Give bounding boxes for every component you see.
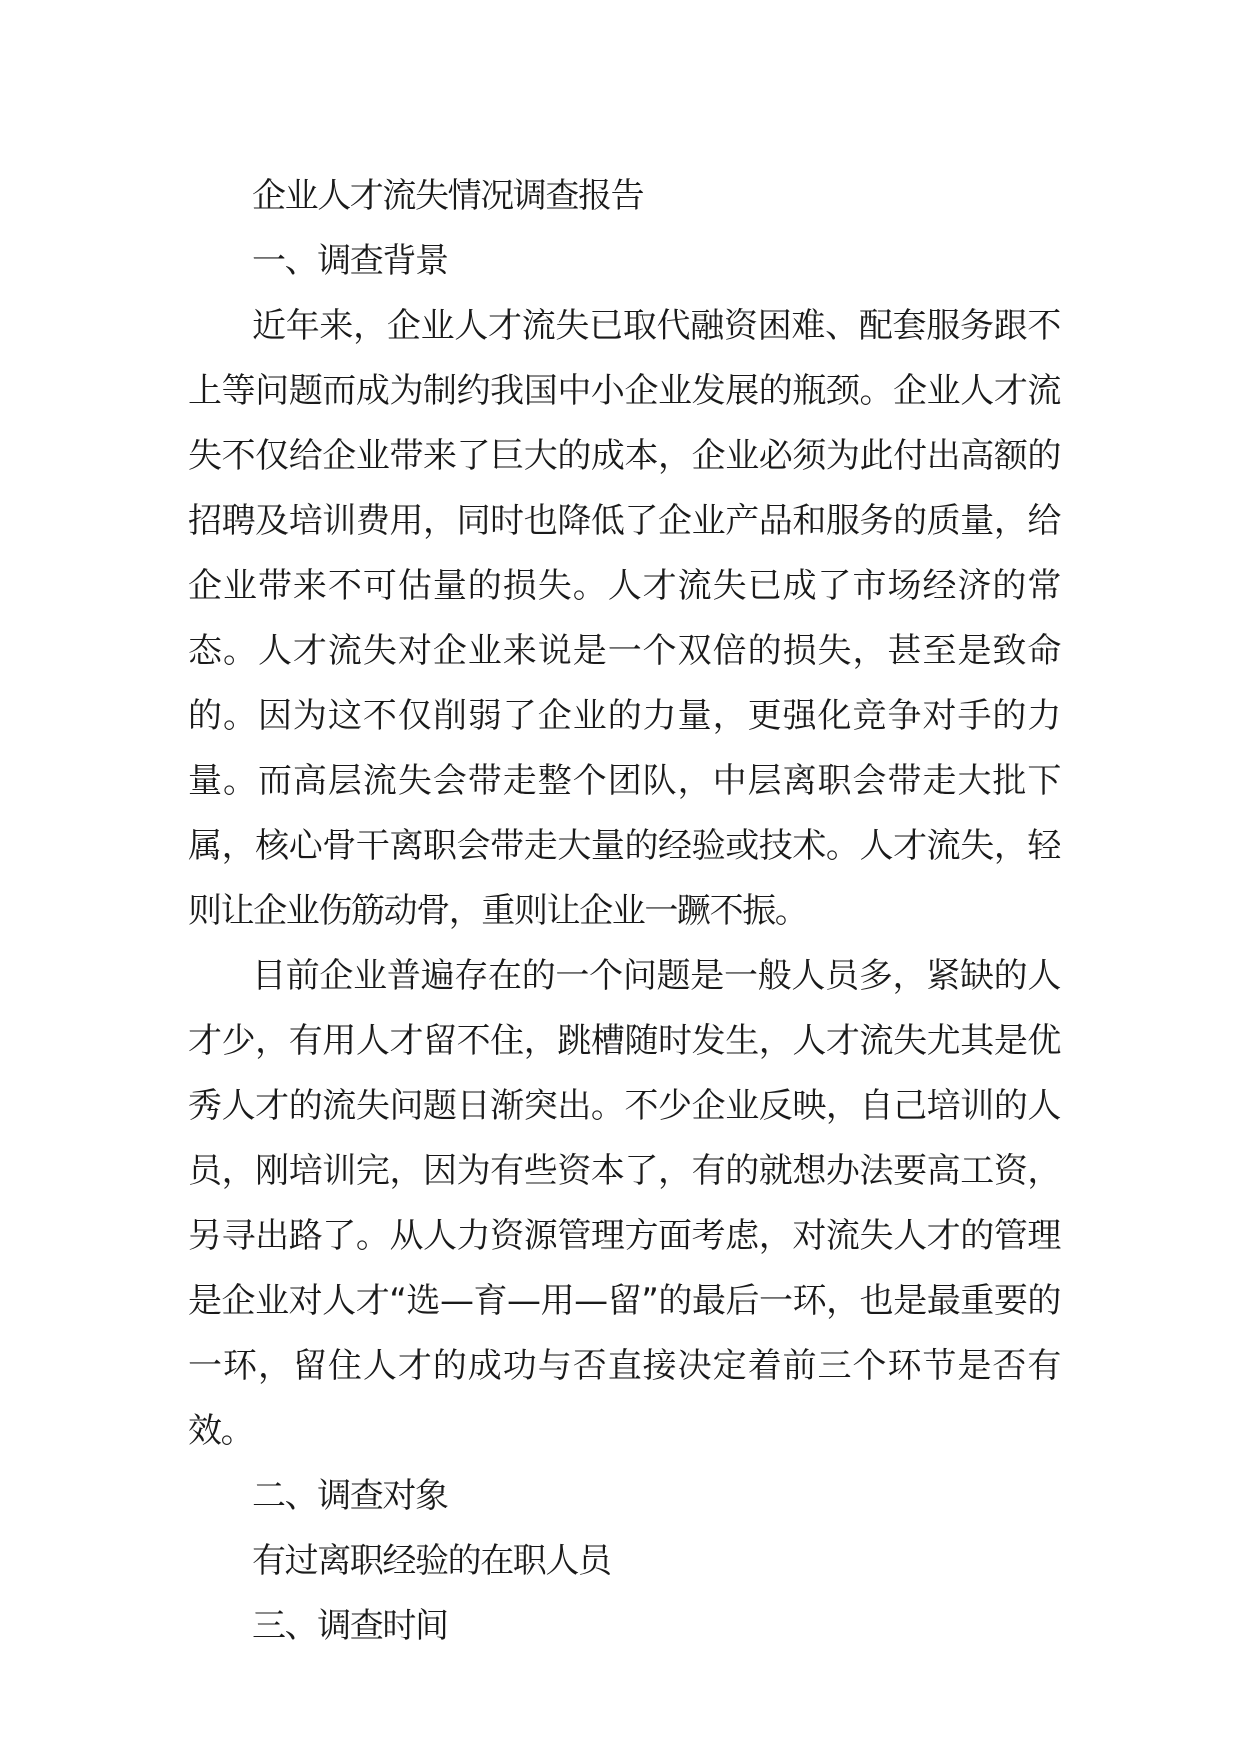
paragraph-background-1: 近年来，企业人才流失已取代融资困难、配套服务跟不上等问题而成为制约我国中小企业发展的瓶颈。企业人才流失不仅给企业带来了巨大的成本，企业必须为此付出高额的招聘及培训费用，同时也降低了企业产品和服务的质量，给企业带来不可估量的损失。人才流失已成了市场经济的常态。人才流失对企业来说是一个双倍的损失，甚至是致命的。因为这不仅削弱了企业的力量，更强化竞争对手的力量。而高层流失会带走整个团队，中层离职会带走大批下属，核心骨干离职会带走大量的经验或技术。人才流失，轻则让企业伤筋动骨，重则让企业一蹶不振。 xyxy=(188,306,1060,931)
section-heading-subjects: 二、调查对象 xyxy=(252,1476,448,1516)
section-heading-background: 一、调查背景 xyxy=(252,241,448,281)
section-heading-time: 三、调查时间 xyxy=(252,1606,448,1646)
document-title: 企业人才流失情况调查报告 xyxy=(252,176,644,216)
paragraph-background-2: 目前企业普遍存在的一个问题是一般人员多，紧缺的人才少，有用人才留不住，跳槽随时发生，人才流失尤其是优秀人才的流失问题日渐突出。不少企业反映，自己培训的人员，刚培训完，因为有些资本了，有的就想办法要高工资，另寻出路了。从人力资源管理方面考虑，对流失人才的管理是企业对人才“选—育—用—留”的最后一环，也是最重要的一环，留住人才的成功与否直接决定着前三个环节是否有效。 xyxy=(188,956,1060,1451)
paragraph-subjects: 有过离职经验的在职人员 xyxy=(252,1541,611,1581)
document-body xyxy=(188,164,1060,1659)
